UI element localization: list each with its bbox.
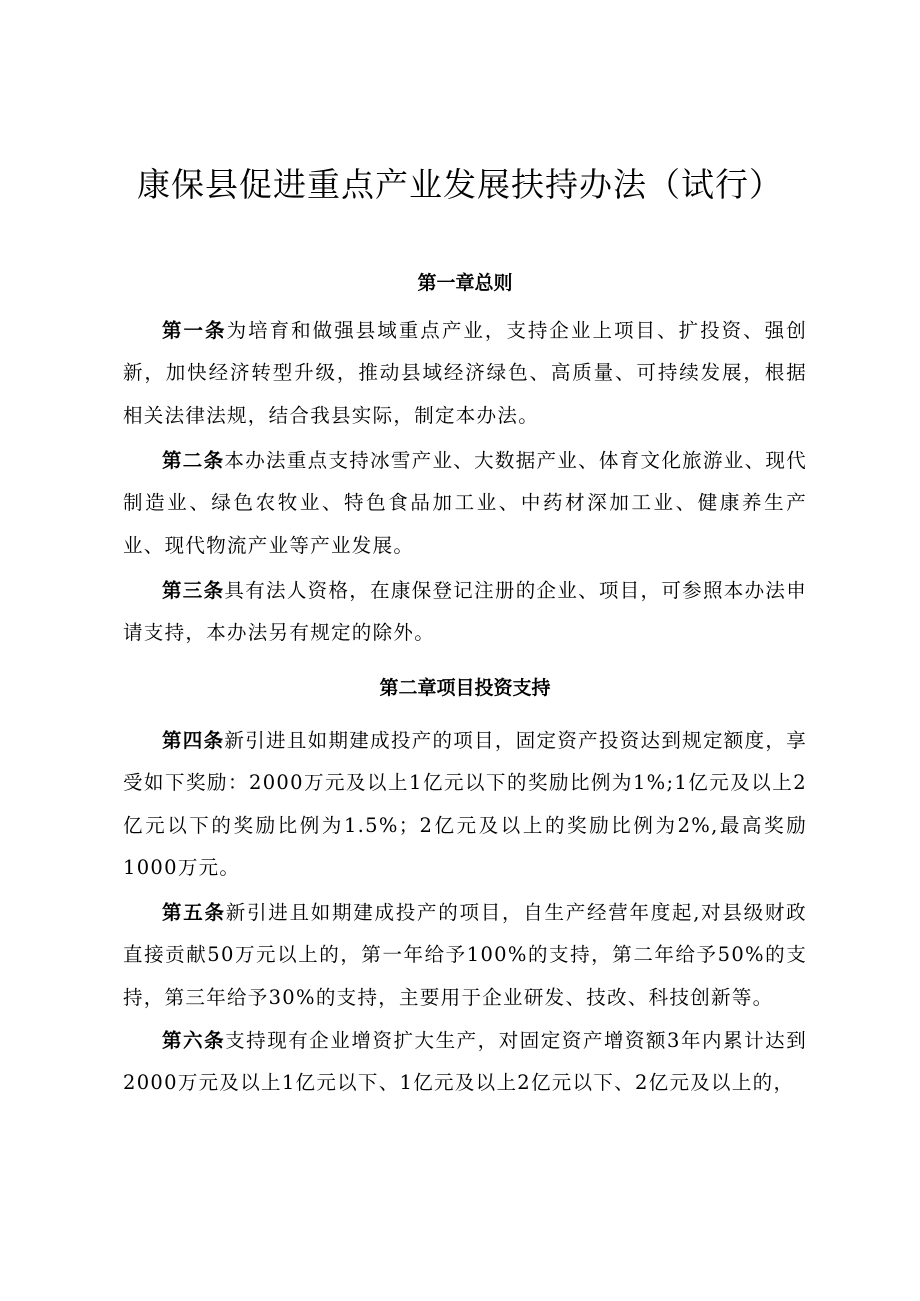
article-text: 具有法人资格，在康保登记注册的企业、项目，可参照本办法申请支持，本办法另有规定的除外。	[123, 579, 807, 645]
article-1	[123, 310, 807, 437]
article-number: 第二条	[162, 449, 225, 472]
article-text: 新引进且如期建成投产的项目，自生产经营年度起,对县级财政直接贡献50万元以上的，第一年给予100%的支持，第二年给予50%的支持，第三年给予30%的支持，主要用于企业研发、技改、科技创新等。	[123, 901, 807, 1009]
article-text: 为培育和做强县域重点产业，支持企业上项目、扩投资、强创新，加快经济转型升级，推动县域经济绿色、高质量、可持续发展，根据相关法律法规，结合我县实际，制定本办法。	[123, 319, 807, 427]
chapter-heading-1: 第一章总则	[417, 272, 513, 294]
article-number: 第三条	[162, 579, 225, 602]
document-title: 康保县促进重点产业发展扶持办法（试行）	[137, 165, 783, 204]
article-2	[123, 440, 807, 567]
article-text: 新引进且如期建成投产的项目，固定资产投资达到规定额度，享受如下奖励：2000万元及以上1亿元以下的奖励比例为1%;1亿元及以上2亿元以下的奖励比例为1.5%；2亿元及以上的奖励比例为2%,最高奖励1000万元。	[123, 729, 807, 880]
article-number: 第五条	[162, 901, 226, 924]
article-5	[123, 892, 807, 1019]
article-6	[123, 1020, 807, 1105]
article-number: 第四条	[162, 729, 225, 752]
article-text: 支持现有企业增资扩大生产，对固定资产增资额3年内累计达到2000万元及以上1亿元以下、1亿元及以上2亿元以下、2亿元及以上的，	[123, 1029, 808, 1095]
article-3	[123, 570, 807, 655]
article-number: 第六条	[162, 1029, 226, 1052]
article-4	[123, 720, 807, 890]
article-text: 本办法重点支持冰雪产业、大数据产业、体育文化旅游业、现代制造业、绿色农牧业、特色食品加工业、中药材深加工业、健康养生产业、现代物流产业等产业发展。	[123, 449, 807, 557]
chapter-heading-2: 第二章项目投资支持	[379, 677, 551, 699]
article-number: 第一条	[162, 319, 227, 342]
